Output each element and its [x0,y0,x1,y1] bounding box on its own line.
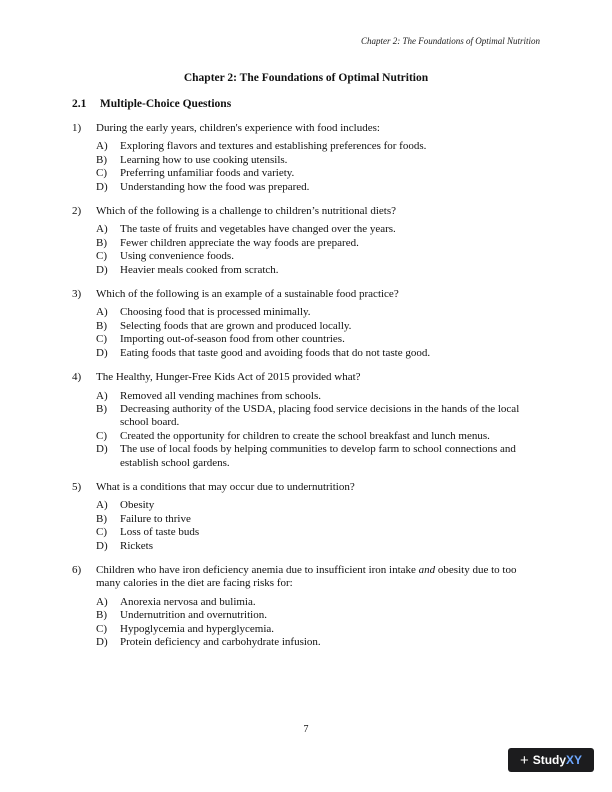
answer-option [72,181,542,194]
section-heading: Multiple-Choice Questions [99,98,232,110]
question-text-part: What is a conditions that may occur due to undernutrition? [96,480,355,493]
question-text-part: Children who have iron deficiency anemia due to insufficient iron intake [96,563,419,576]
option-letter: C) [96,167,107,180]
question-text [96,371,542,384]
option-text: The use of local foods by helping communities to develop farm to school connections and establish school gardens. [120,443,516,469]
answer-option [72,347,542,360]
answer-option [72,223,542,236]
question-number: 6) [72,563,82,576]
answer-option [72,526,542,539]
question-text-part: obesity due to too many calories in the diet are facing risks for: [96,563,520,590]
option-text: Using convenience foods. [120,250,234,263]
question-text-part: During the early years, children's experience with food includes: [96,122,380,134]
plus-icon: + [519,751,529,769]
question-item [72,288,542,360]
question-stem [72,481,542,494]
option-text: Obesity [120,499,155,512]
question-item [72,481,542,553]
option-letter: B) [96,319,107,332]
question-text-part: Which of the following is a challenge to children’s nutritional diets? [96,205,396,218]
answer-option [72,403,542,430]
question-number: 3) [72,288,82,301]
option-letter: A) [96,223,108,236]
option-text: Loss of taste buds [120,526,200,539]
studyxy-badge[interactable] [508,748,594,772]
question-stem [72,371,542,384]
running-header: Chapter 2: The Foundations of Optimal Nutrition [360,36,540,46]
answer-option [72,540,542,553]
answer-option [72,264,542,277]
badge-brand-main: Study [532,753,567,767]
question-stem [72,122,542,135]
option-text: Rickets [120,539,153,552]
question-number: 5) [72,480,82,493]
chapter-title: Chapter 2: The Foundations of Optimal Nutrition [183,72,429,84]
question-number: 4) [72,371,82,384]
option-text: Protein deficiency and carbohydrate infusion. [120,636,321,648]
option-letter: D) [96,180,108,193]
option-text: Selecting foods that are grown and produced locally. [120,319,352,332]
answer-option [72,306,542,319]
option-text: Heavier meals cooked from scratch. [120,263,279,276]
question-list [72,122,542,660]
option-text: Created the opportunity for children to create the school breakfast and lunch menus. [120,429,490,442]
option-text: Undernutrition and overnutrition. [120,609,267,622]
answer-option [72,154,542,167]
question-item [72,122,542,194]
option-letter: A) [96,499,108,512]
answer-option [72,499,542,512]
answer-option [72,250,542,263]
answer-option [72,320,542,333]
question-text [96,122,542,135]
option-letter: D) [96,263,108,276]
option-letter: B) [96,609,107,622]
answer-option [72,609,542,622]
section-number: 2.1 [72,98,87,110]
option-text: Hypoglycemia and hyperglycemia. [120,622,275,635]
badge-brand [533,753,582,767]
option-text: Understanding how the food was prepared. [120,180,310,193]
option-text: Preferring unfamiliar foods and variety. [120,167,295,180]
question-item [72,371,542,470]
option-letter: C) [96,429,107,442]
answer-option [72,636,542,649]
answer-option [72,623,542,636]
answer-option [72,140,542,153]
option-letter: D) [96,539,108,552]
answer-option [72,430,542,443]
answer-option [72,443,542,470]
answer-option [72,596,542,609]
page-number: 7 [303,724,309,735]
option-letter: D) [96,346,108,359]
option-letter: B) [96,153,107,166]
option-letter: C) [96,622,107,635]
option-text: Importing out-of-season food from other countries. [120,333,345,346]
question-text-part: Which of the following is an example of a sustainable food practice? [96,288,399,301]
question-item [72,205,542,277]
question-stem [72,288,542,301]
option-text: Fewer children appreciate the way foods are prepared. [120,236,359,249]
option-letter: C) [96,333,107,346]
question-text-part: The Healthy, Hunger-Free Kids Act of 2015 provided what? [96,371,361,384]
option-text: Exploring flavors and textures and establishing preferences for foods. [120,140,427,153]
question-stem [72,205,542,218]
option-letter: A) [96,306,108,319]
option-letter: A) [96,595,108,608]
option-text: Removed all vending machines from schools. [120,389,322,402]
question-text [96,481,542,494]
option-text: Eating foods that taste good and avoiding foods that do not taste good. [120,346,431,359]
option-letter: C) [96,250,107,263]
badge-brand-accent: XY [566,753,583,767]
answer-option [72,167,542,180]
option-letter: B) [96,512,107,525]
question-item [72,564,542,649]
section-title [72,98,231,110]
option-letter: C) [96,526,107,539]
question-stem [72,564,542,591]
option-letter: D) [96,443,108,456]
option-letter: B) [96,402,107,415]
option-text: Anorexia nervosa and bulimia. [120,595,256,608]
option-text: Choosing food that is processed minimally. [120,306,311,319]
question-text [96,564,542,591]
option-text: Decreasing authority of the USDA, placing food service decisions in the hands of the local school board. [120,402,520,429]
option-letter: D) [96,636,108,648]
question-number: 1) [72,122,82,134]
answer-option [72,333,542,346]
answer-option [72,513,542,526]
question-number: 2) [72,205,82,218]
option-letter: A) [96,389,108,402]
option-letter: A) [96,140,108,153]
question-text [96,288,542,301]
question-text-emphasis: and [418,563,436,576]
option-text: Learning how to use cooking utensils. [120,153,288,166]
option-text: The taste of fruits and vegetables have changed over the years. [120,223,396,236]
option-letter: B) [96,236,107,249]
answer-option [72,390,542,403]
question-text [96,205,542,218]
answer-option [72,237,542,250]
option-text: Failure to thrive [120,512,191,525]
